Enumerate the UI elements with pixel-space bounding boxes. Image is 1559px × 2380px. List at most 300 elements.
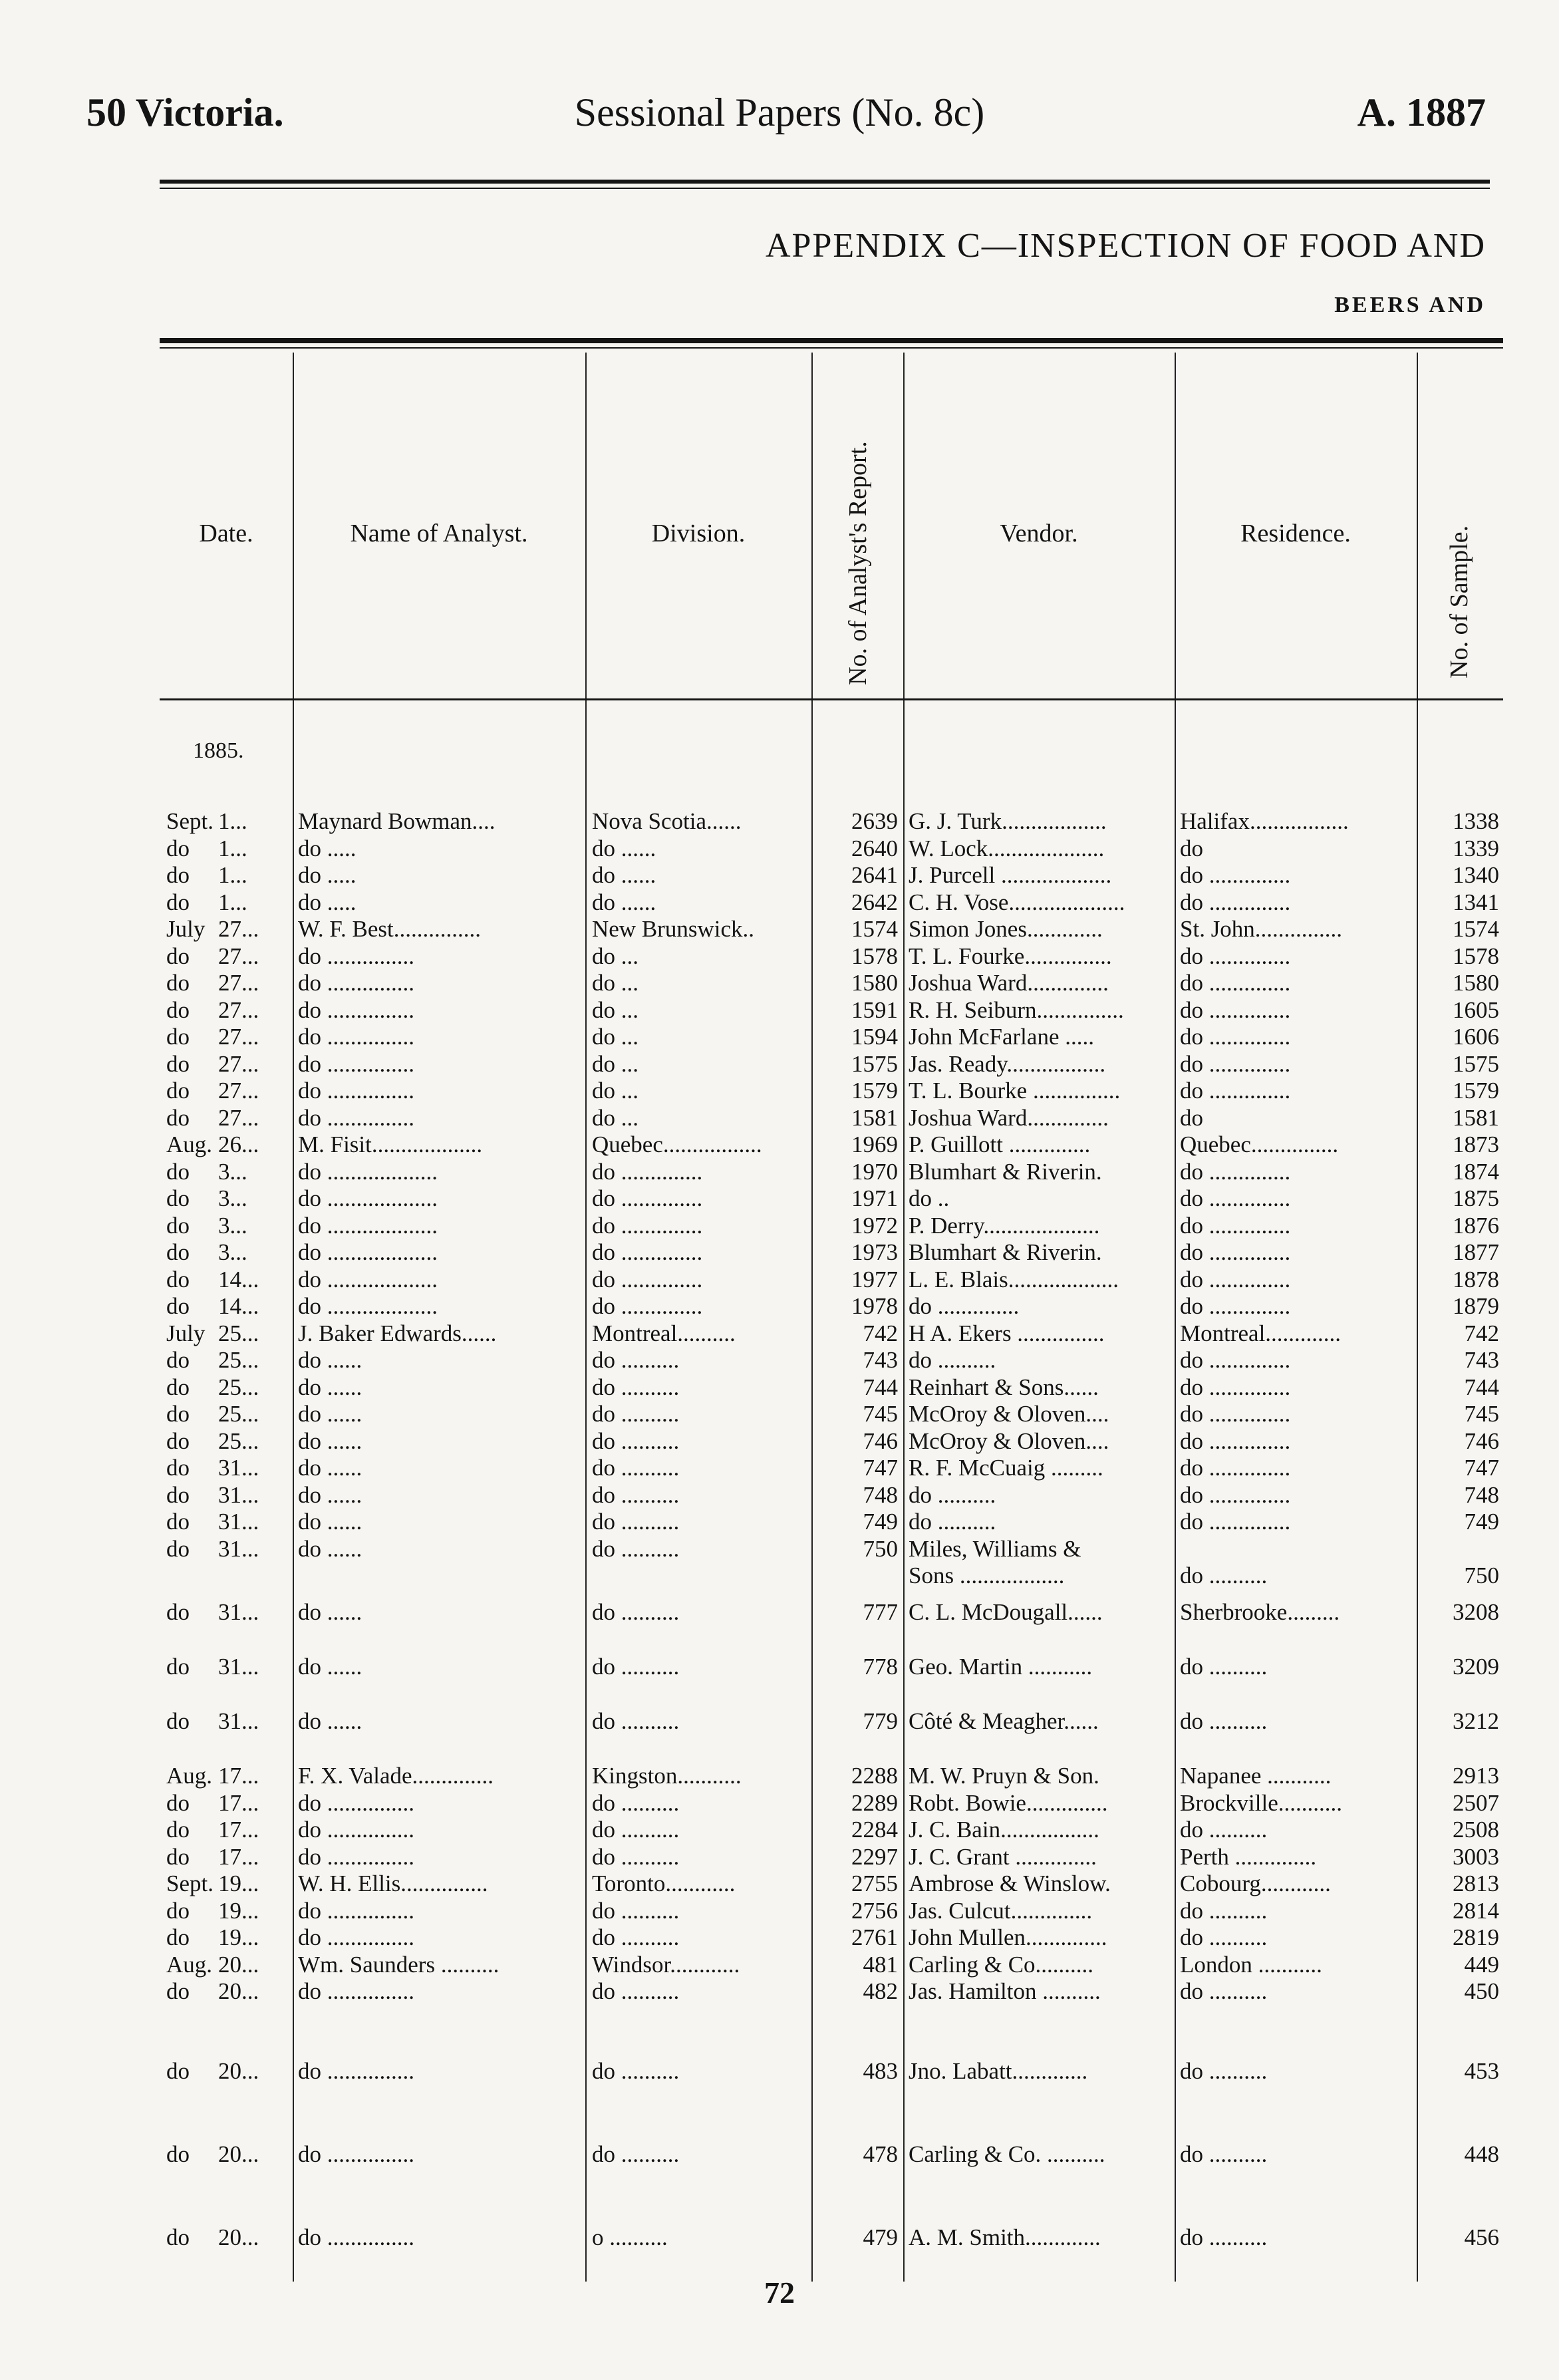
row-month: do	[166, 1239, 190, 1265]
row-analyst: do ...............	[298, 2141, 414, 2167]
row-residence: do ..............	[1180, 1078, 1291, 1104]
row-sample-no: 2813	[1453, 1870, 1499, 1896]
row-analyst: Maynard Bowman....	[298, 808, 496, 834]
row-residence: London ...........	[1180, 1951, 1322, 1978]
row-sample-no: 1341	[1453, 889, 1499, 915]
row-sample-no: 1581	[1453, 1104, 1499, 1131]
row-analyst: do ...............	[298, 1924, 414, 1950]
row-vendor: M. W. Pruyn & Son.	[909, 1763, 1099, 1789]
row-report-no: 2761	[851, 1924, 898, 1950]
row-vendor: Jno. Labatt.............	[909, 2058, 1088, 2084]
row-report-no: 2756	[851, 1897, 898, 1924]
row-day: 20...	[218, 2058, 259, 2084]
row-analyst: do ......	[298, 1455, 362, 1481]
header-rule-thick	[160, 180, 1490, 184]
row-sample-no: 1875	[1453, 1185, 1499, 1211]
row-month: do	[166, 1708, 190, 1734]
row-sample-no: 456	[1464, 2224, 1499, 2250]
row-month: do	[166, 889, 190, 915]
row-residence: do ..............	[1180, 1509, 1291, 1535]
row-report-no: 748	[863, 1481, 898, 1508]
col-header-report: No. of Analyst's Report.	[844, 441, 872, 685]
row-report-no: 2755	[851, 1870, 898, 1896]
row-vendor: Joshua Ward..............	[909, 1104, 1109, 1131]
row-vendor: Côté & Meagher......	[909, 1708, 1099, 1734]
row-analyst: do ......	[298, 1599, 362, 1625]
row-sample-no: 3208	[1453, 1599, 1499, 1625]
row-analyst: do ...................	[298, 1293, 438, 1319]
row-sample-no: 743	[1464, 1347, 1499, 1373]
row-day: 27...	[218, 916, 259, 942]
row-day: 3...	[218, 1158, 247, 1185]
row-month: do	[166, 1978, 190, 2004]
row-report-no: 749	[863, 1509, 898, 1535]
col-divider	[903, 353, 905, 2282]
row-month: do	[166, 1897, 190, 1924]
row-day: 3...	[218, 1185, 247, 1211]
row-sample-no: 1339	[1453, 835, 1499, 861]
table-top-rule-thick	[160, 338, 1503, 343]
row-analyst: W. F. Best...............	[298, 916, 481, 942]
row-month: do	[166, 2224, 190, 2250]
row-division: do ...	[592, 943, 638, 969]
row-day: 31...	[218, 1599, 259, 1625]
row-day: 27...	[218, 1024, 259, 1050]
row-residence: do	[1180, 835, 1203, 861]
row-sample-no: 1874	[1453, 1158, 1499, 1185]
row-sample-no: 1879	[1453, 1293, 1499, 1319]
row-report-no: 2297	[851, 1843, 898, 1870]
row-residence: do ..............	[1180, 1212, 1291, 1239]
row-vendor: Jas. Ready.................	[909, 1050, 1106, 1077]
row-residence: do ..............	[1180, 943, 1291, 969]
row-report-no: 1581	[851, 1104, 898, 1131]
row-month: do	[166, 970, 190, 996]
col-header-vendor: Vendor.	[1000, 520, 1078, 547]
header-right: A. 1887	[1357, 90, 1486, 134]
row-report-no: 1969	[851, 1131, 898, 1157]
col-header-sample: No. of Sample.	[1445, 525, 1473, 678]
row-vendor: C. L. McDougall......	[909, 1599, 1103, 1625]
row-analyst: do ...................	[298, 1266, 438, 1292]
row-month: do	[166, 1078, 190, 1104]
row-residence: do ..............	[1180, 1374, 1291, 1400]
row-report-no: 1972	[851, 1212, 898, 1239]
row-residence: Quebec...............	[1180, 1131, 1339, 1157]
row-vendor: L. E. Blais...................	[909, 1266, 1119, 1292]
row-division: do ..........	[592, 1789, 680, 1816]
row-division: do ......	[592, 862, 656, 888]
row-report-no: 779	[863, 1708, 898, 1734]
row-month: do	[166, 1050, 190, 1077]
row-residence: do ..............	[1180, 1024, 1291, 1050]
row-sample-no: 3212	[1453, 1708, 1499, 1734]
row-month: do	[166, 835, 190, 861]
row-analyst: do ......	[298, 1427, 362, 1454]
row-residence: Montreal.............	[1180, 1320, 1342, 1346]
row-day: 19...	[218, 1870, 259, 1896]
row-residence: do ..............	[1180, 1401, 1291, 1427]
row-analyst: do ...............	[298, 1024, 414, 1050]
row-analyst: do ...............	[298, 1789, 414, 1816]
appendix-subtitle: BEERS AND	[1334, 293, 1486, 317]
row-analyst: do ...................	[298, 1185, 438, 1211]
row-residence: do ..............	[1180, 1050, 1291, 1077]
row-division: New Brunswick..	[592, 916, 754, 942]
row-residence: do ..........	[1180, 1924, 1268, 1950]
row-analyst: do ...................	[298, 1212, 438, 1239]
row-vendor: A. M. Smith.............	[909, 2224, 1101, 2250]
row-month: do	[166, 1924, 190, 1950]
row-sample-no: 1876	[1453, 1212, 1499, 1239]
row-residence: do ..............	[1180, 970, 1291, 996]
row-residence: Sherbrooke.........	[1180, 1599, 1340, 1625]
row-residence: do ..............	[1180, 1481, 1291, 1508]
row-analyst: do ...............	[298, 1104, 414, 1131]
row-vendor: Miles, Williams &	[909, 1535, 1081, 1562]
row-residence: Perth ..............	[1180, 1843, 1317, 1870]
row-vendor: do ..........	[909, 1347, 996, 1373]
row-day: 27...	[218, 996, 259, 1023]
row-analyst: do ...............	[298, 1050, 414, 1077]
row-division: do ..........	[592, 1347, 680, 1373]
row-analyst: do ...............	[298, 2058, 414, 2084]
row-sample-no: 749	[1464, 1509, 1499, 1535]
row-sample-no: 1606	[1453, 1024, 1499, 1050]
row-residence: Cobourg............	[1180, 1870, 1331, 1896]
row-day: 3...	[218, 1212, 247, 1239]
row-division: Toronto............	[592, 1870, 736, 1896]
row-analyst: do ...................	[298, 1158, 438, 1185]
row-month: do	[166, 1266, 190, 1292]
row-report-no: 2639	[851, 808, 898, 834]
row-report-no: 1970	[851, 1158, 898, 1185]
row-day: 19...	[218, 1924, 259, 1950]
row-month: do	[166, 1817, 190, 1843]
row-division: do ..........	[592, 1455, 680, 1481]
row-report-no: 747	[863, 1455, 898, 1481]
row-analyst: do ......	[298, 1535, 362, 1562]
row-report-no: 2641	[851, 862, 898, 888]
row-analyst: do .....	[298, 835, 356, 861]
row-sample-no: 450	[1464, 1978, 1499, 2004]
row-sample-no: 1873	[1453, 1131, 1499, 1157]
row-analyst: M. Fisit...................	[298, 1131, 483, 1157]
row-day: 3...	[218, 1239, 247, 1265]
row-sample-no: 742	[1464, 1320, 1499, 1346]
row-division: do ..............	[592, 1266, 703, 1292]
row-division: do ..........	[592, 1708, 680, 1734]
row-report-no: 777	[863, 1599, 898, 1625]
row-vendor: T. L. Fourke...............	[909, 943, 1112, 969]
row-report-no: 2289	[851, 1789, 898, 1816]
row-sample-no: 2508	[1453, 1817, 1499, 1843]
row-day: 1...	[218, 889, 247, 915]
row-division: do ..........	[592, 1843, 680, 1870]
row-sample-no: 2913	[1453, 1763, 1499, 1789]
row-sample-no: 745	[1464, 1401, 1499, 1427]
row-month: July	[166, 1320, 206, 1346]
row-day: 27...	[218, 970, 259, 996]
row-analyst: do ......	[298, 1374, 362, 1400]
row-report-no: 2640	[851, 835, 898, 861]
row-division: do ......	[592, 835, 656, 861]
row-day: 14...	[218, 1266, 259, 1292]
row-division: Quebec.................	[592, 1131, 762, 1157]
row-sample-no: 1878	[1453, 1266, 1499, 1292]
header-left: 50 Victoria.	[86, 90, 284, 134]
row-day: 20...	[218, 1951, 259, 1978]
row-analyst: do ......	[298, 1654, 362, 1680]
appendix-title: APPENDIX C—INSPECTION OF FOOD AND	[766, 227, 1486, 265]
row-division: do ..........	[592, 2058, 680, 2084]
row-vendor: McOroy & Oloven....	[909, 1401, 1109, 1427]
row-division: do ..........	[592, 1924, 680, 1950]
row-vendor: H A. Ekers ...............	[909, 1320, 1105, 1346]
row-vendor: R. F. McCuaig .........	[909, 1455, 1103, 1481]
row-month: do	[166, 1401, 190, 1427]
row-day: 31...	[218, 1455, 259, 1481]
row-vendor: do ..........	[909, 1509, 996, 1535]
row-division: do ...	[592, 970, 638, 996]
row-month: do	[166, 1293, 190, 1319]
row-day: 31...	[218, 1535, 259, 1562]
row-month: do	[166, 996, 190, 1023]
row-vendor: Blumhart & Riverin.	[909, 1239, 1102, 1265]
row-sample-no: 1574	[1453, 916, 1499, 942]
row-report-no: 1575	[851, 1050, 898, 1077]
row-report-no: 1591	[851, 996, 898, 1023]
row-division: Windsor............	[592, 1951, 740, 1978]
row-division: Kingston...........	[592, 1763, 742, 1789]
row-division: do ..........	[592, 1535, 680, 1562]
row-report-no: 750	[863, 1535, 898, 1562]
row-residence: do ..............	[1180, 1455, 1291, 1481]
row-month: Aug.	[166, 1131, 213, 1157]
col-divider	[1175, 353, 1176, 2282]
row-division: do ..........	[592, 1401, 680, 1427]
row-vendor: do ..............	[909, 1293, 1020, 1319]
row-report-no: 1594	[851, 1024, 898, 1050]
row-day: 25...	[218, 1401, 259, 1427]
row-report-no: 483	[863, 2058, 898, 2084]
row-division: do ...	[592, 1078, 638, 1104]
col-divider	[1417, 353, 1418, 2282]
row-day: 27...	[218, 943, 259, 969]
row-analyst: do .....	[298, 889, 356, 915]
row-month: do	[166, 1654, 190, 1680]
row-day: 1...	[218, 862, 247, 888]
row-division: do ..........	[592, 1427, 680, 1454]
row-vendor: do ..........	[909, 1481, 996, 1508]
col-divider	[585, 353, 587, 2282]
row-vendor: Carling & Co..........	[909, 1951, 1094, 1978]
row-report-no: 481	[863, 1951, 898, 1978]
row-division: do ......	[592, 889, 656, 915]
row-analyst: do ......	[298, 1509, 362, 1535]
row-analyst: Wm. Saunders ..........	[298, 1951, 499, 1978]
row-residence: do ..............	[1180, 1266, 1291, 1292]
row-sample-no: 453	[1464, 2058, 1499, 2084]
row-month: Sept.	[166, 1870, 213, 1896]
row-residence: do ..........	[1180, 1654, 1268, 1680]
row-residence: do ..........	[1180, 1562, 1268, 1588]
row-analyst: do ...............	[298, 970, 414, 996]
row-month: do	[166, 862, 190, 888]
row-day: 17...	[218, 1763, 259, 1789]
row-residence: do ..........	[1180, 2224, 1268, 2250]
row-division: do ..........	[592, 1509, 680, 1535]
row-division: do ..............	[592, 1239, 703, 1265]
row-sample-no: 1338	[1453, 808, 1499, 834]
row-residence: do ..............	[1180, 1347, 1291, 1373]
row-residence: do ..............	[1180, 1239, 1291, 1265]
row-division: do ..........	[592, 1654, 680, 1680]
row-report-no: 746	[863, 1427, 898, 1454]
header-rule-thin	[160, 188, 1490, 189]
row-residence: Napanee ...........	[1180, 1763, 1332, 1789]
row-month: do	[166, 2058, 190, 2084]
row-analyst: do ...............	[298, 943, 414, 969]
row-sample-no: 1877	[1453, 1239, 1499, 1265]
row-day: 27...	[218, 1078, 259, 1104]
row-report-no: 2284	[851, 1817, 898, 1843]
row-residence: do ..............	[1180, 1185, 1291, 1211]
row-division: do ..............	[592, 1185, 703, 1211]
col-header-date: Date.	[199, 520, 253, 547]
row-vendor: John Mullen..............	[909, 1924, 1107, 1950]
row-month: do	[166, 1843, 190, 1870]
row-month: do	[166, 1212, 190, 1239]
row-report-no: 743	[863, 1347, 898, 1373]
row-month: do	[166, 1347, 190, 1373]
row-vendor: Ambrose & Winslow.	[909, 1870, 1111, 1896]
row-residence: do ..........	[1180, 1897, 1268, 1924]
row-vendor: McOroy & Oloven....	[909, 1427, 1109, 1454]
row-sample-no: 2819	[1453, 1924, 1499, 1950]
row-vendor: Jas. Hamilton ..........	[909, 1978, 1101, 2004]
col-header-division: Division.	[651, 520, 746, 547]
row-sample-no: 1605	[1453, 996, 1499, 1023]
row-sample-no: 1340	[1453, 862, 1499, 888]
row-sample-no: 1578	[1453, 943, 1499, 969]
row-day: 1...	[218, 808, 247, 834]
row-analyst: J. Baker Edwards......	[298, 1320, 497, 1346]
row-division: do ...	[592, 996, 638, 1023]
row-sample-no: 1579	[1453, 1078, 1499, 1104]
row-residence: do ..........	[1180, 1978, 1268, 2004]
row-vendor: J. Purcell ...................	[909, 862, 1112, 888]
row-analyst: do ...............	[298, 1078, 414, 1104]
row-month: do	[166, 2141, 190, 2167]
row-day: 17...	[218, 1817, 259, 1843]
row-day: 31...	[218, 1654, 259, 1680]
row-division: do ..........	[592, 1897, 680, 1924]
row-report-no: 1973	[851, 1239, 898, 1265]
row-vendor: J. C. Bain.................	[909, 1817, 1099, 1843]
row-month: Aug.	[166, 1763, 213, 1789]
row-month: do	[166, 943, 190, 969]
row-report-no: 778	[863, 1654, 898, 1680]
row-analyst: do ...............	[298, 1817, 414, 1843]
row-report-no: 479	[863, 2224, 898, 2250]
row-day: 31...	[218, 1708, 259, 1734]
row-vendor: Reinhart & Sons......	[909, 1374, 1099, 1400]
row-day: 20...	[218, 2141, 259, 2167]
row-sample-no: 448	[1464, 2141, 1499, 2167]
row-division: do ..............	[592, 1212, 703, 1239]
row-sample-no: 748	[1464, 1481, 1499, 1508]
row-analyst: do ......	[298, 1401, 362, 1427]
row-vendor: C. H. Vose....................	[909, 889, 1125, 915]
row-month: do	[166, 1427, 190, 1454]
year-label: 1885.	[193, 738, 244, 763]
row-report-no: 742	[863, 1320, 898, 1346]
row-vendor: Blumhart & Riverin.	[909, 1158, 1102, 1185]
row-report-no: 1579	[851, 1078, 898, 1104]
row-month: do	[166, 1024, 190, 1050]
row-day: 31...	[218, 1481, 259, 1508]
row-day: 31...	[218, 1509, 259, 1535]
row-analyst: do ...............	[298, 2224, 414, 2250]
row-sample-no: 1580	[1453, 970, 1499, 996]
row-division: do ..........	[592, 1599, 680, 1625]
row-vendor: P. Guillott ..............	[909, 1131, 1091, 1157]
row-month: do	[166, 1789, 190, 1816]
row-vendor: T. L. Bourke ...............	[909, 1078, 1121, 1104]
row-analyst: do ......	[298, 1347, 362, 1373]
row-sample-no: 746	[1464, 1427, 1499, 1454]
row-vendor: Jas. Culcut..............	[909, 1897, 1093, 1924]
row-month: July	[166, 916, 206, 942]
row-residence: do ..............	[1180, 862, 1291, 888]
row-day: 17...	[218, 1843, 259, 1870]
row-vendor: W. Lock....................	[909, 835, 1105, 861]
row-division: o ..........	[592, 2224, 668, 2250]
row-report-no: 1574	[851, 916, 898, 942]
col-divider	[293, 353, 294, 2282]
row-month: do	[166, 1455, 190, 1481]
row-month: do	[166, 1185, 190, 1211]
row-vendor: J. C. Grant ..............	[909, 1843, 1097, 1870]
row-day: 19...	[218, 1897, 259, 1924]
row-division: do ..........	[592, 1374, 680, 1400]
row-day: 25...	[218, 1374, 259, 1400]
row-residence: do ..........	[1180, 2141, 1268, 2167]
col-header-analyst: Name of Analyst.	[350, 520, 528, 547]
row-sample-no: 750	[1464, 1562, 1499, 1588]
row-day: 20...	[218, 2224, 259, 2250]
row-residence: do ..............	[1180, 1293, 1291, 1319]
row-day: 27...	[218, 1050, 259, 1077]
row-report-no: 1977	[851, 1266, 898, 1292]
row-residence: do ..............	[1180, 996, 1291, 1023]
row-day: 25...	[218, 1347, 259, 1373]
row-sample-no: 747	[1464, 1455, 1499, 1481]
row-vendor: R. H. Seiburn...............	[909, 996, 1124, 1023]
row-residence: Brockville...........	[1180, 1789, 1342, 1816]
row-analyst: do ...............	[298, 996, 414, 1023]
row-report-no: 1578	[851, 943, 898, 969]
row-analyst: do ...............	[298, 1897, 414, 1924]
row-residence: do ..........	[1180, 1708, 1268, 1734]
row-vendor: John McFarlane .....	[909, 1024, 1094, 1050]
row-day: 17...	[218, 1789, 259, 1816]
row-month: do	[166, 1158, 190, 1185]
table-top-rule-thin	[160, 347, 1503, 349]
row-division: do ..........	[592, 1978, 680, 2004]
row-day: 27...	[218, 1104, 259, 1131]
